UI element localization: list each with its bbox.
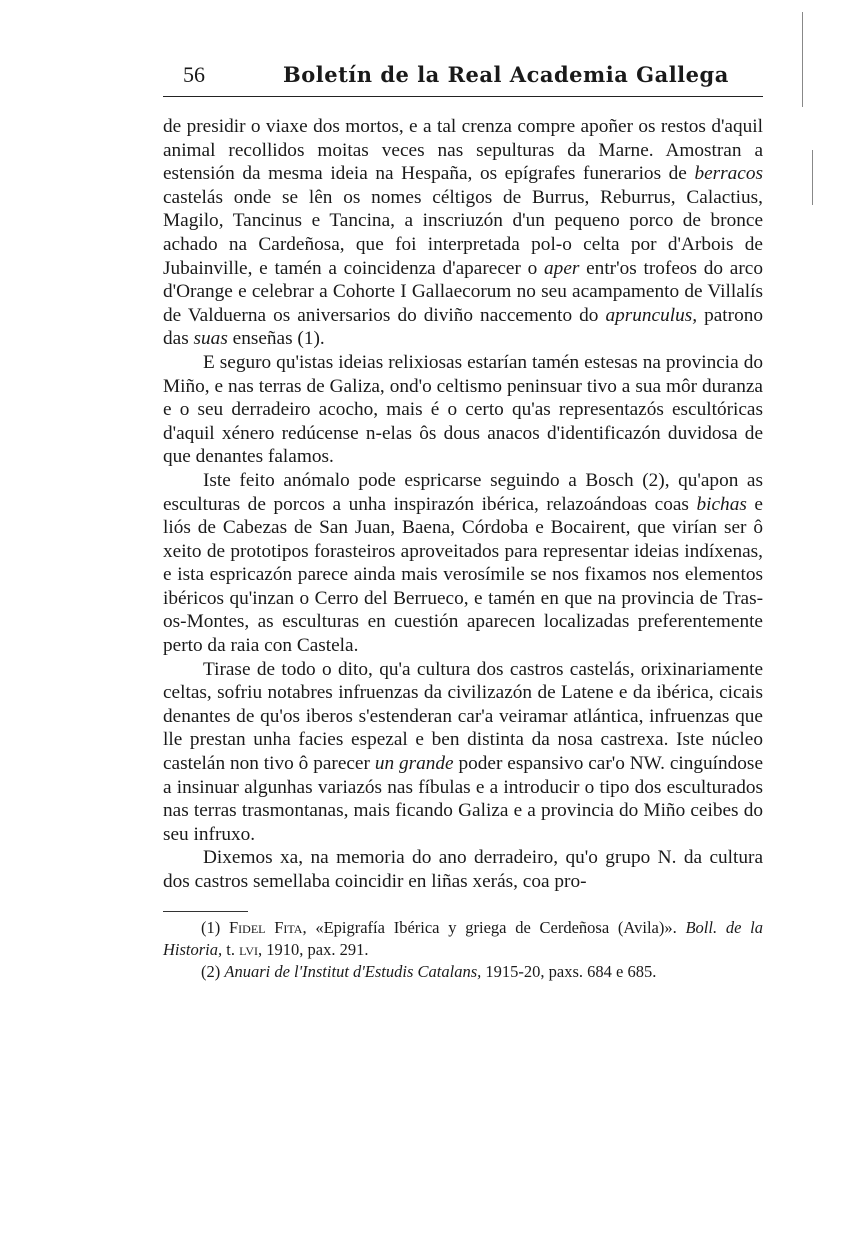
- running-head: [163, 62, 763, 97]
- small-caps-text: Fidel Fita: [229, 917, 303, 937]
- footnote-rule: [163, 911, 248, 912]
- text-run: de presidir o viaxe dos mortos, e a tal crenza compre apoñer os restos d'aquil animal recollidos moitas veces nas sepulturas da Marne. Amostran a estensión da mesma ideia na Hespaña, os epígrafes funerarios de: [163, 116, 763, 185]
- text-run: Dixemos xa, na memoria do ano derradeiro, qu'o grupo N. da cultura dos castros semellaba coincidir en liñas xerás, coa pro-: [163, 847, 763, 892]
- text-run: poder espansivo car'o NW. cinguíndose a insinuar algunhas variazós nas fíbulas e a introducir o tipo dos esculturados nas terras trasmontanas, mais ficando Galiza e a provincia do Miño ceibes do seu infruxo.: [163, 753, 763, 845]
- text-run: patrono das: [163, 304, 764, 350]
- italic-text: un grande: [374, 753, 454, 775]
- text-run: E seguro qu'istas ideias relixiosas estarían tamén estesas na provincia do Miño, e nas terras de Galiza, ond'o celtismo peninsuar tivo a sua môr duranza e o seu derradeiro acocho, mais é o certo qu'as representazós escultóricas d'aquil xénero redúcense n-elas ôs dous anacos d'identificazón duvidosa de que denantes falamos.: [163, 351, 763, 468]
- margin-mark: [802, 12, 803, 107]
- text-run: , 1910, pax. 291.: [258, 939, 369, 959]
- text-run: (2): [201, 961, 225, 981]
- text-run: entr'os trofeos do arco d'Orange e celebrar a Cohorte I Gallaecorum no seu acampamento de Villalís de Valduerna os aniversarios do diviño naccemento do: [163, 257, 763, 326]
- paragraph: [163, 469, 763, 658]
- text-run: 1915-20, paxs. 684 e 685.: [481, 961, 657, 981]
- italic-text: Anuari de l'Institut d'Estudis Catalans,: [224, 961, 482, 981]
- journal-title: Boletín de la Real Academia Gallega: [283, 62, 729, 87]
- italic-text: aprunculus,: [605, 304, 698, 326]
- paragraph: [163, 351, 763, 469]
- body-text: [163, 115, 763, 894]
- text-run: t.: [222, 939, 240, 959]
- paragraph: [163, 658, 763, 847]
- paragraph: [163, 846, 763, 893]
- italic-text: bichas: [696, 493, 747, 515]
- italic-text: suas: [193, 328, 228, 350]
- small-caps-text: lvi: [239, 939, 258, 959]
- footnote: [163, 917, 763, 961]
- italic-text: Boll. de la Historia,: [163, 917, 763, 959]
- paragraph: [163, 115, 763, 351]
- text-run: Iste feito anómalo pode espricarse seguindo a Bosch (2), qu'apon as esculturas de porcos a unha inspirazón ibérica, relazoándoas coas: [163, 469, 763, 515]
- page-number: 56: [183, 62, 205, 87]
- text-run: enseñas (1).: [227, 328, 325, 350]
- book-page: [163, 62, 763, 983]
- footnote: [163, 961, 763, 983]
- footnotes: [163, 917, 763, 983]
- text-run: Tirase de todo o dito, qu'a cultura dos castros castelás, orixinariamente celtas, sofriu notabres infruenzas da civilizazón de Latene e da ibérica, cicais denantes de qu'os iberos s'estenderan car'a veiramar atlántica, infruenzas que lle prestan unha facies espezal e ben distinta da nosa castrexa. Iste núcleo castelán non tivo ô parecer: [163, 658, 763, 775]
- text-run: castelás onde se lên os nomes céltigos de Burrus, Reburrus, Calactius, Magilo, Tancinus e Tancina, a inscriuzón d'un pequeno porco de bronce achado na Cardeñosa, que foi interpretada pol-o celta por d'Arbois de Jubainville, e tamén a coincidenza d'aparecer o: [163, 186, 763, 279]
- text-run: e liós de Cabezas de San Juan, Baena, Córdoba e Bocairent, que virían ser ô xeito de prototipos forasteiros aproveitados para representar ideias indíxenas, e ista espricazón parece ainda mais verosímile se nos fixamos nos elementos ibéricos qu'inzan o Cerro del Berrueco, e tamén en que na provincia de Tras-os-Montes, as esculturas en cuestión aparecen localizadas preferentemente perto da raia con Castela.: [163, 493, 763, 657]
- text-run: , «Epigrafía Ibérica y griega de Cerdeñosa (Avila)».: [302, 917, 686, 937]
- text-run: (1): [201, 917, 229, 937]
- margin-mark: [812, 150, 813, 205]
- italic-text: berracos: [694, 163, 763, 185]
- italic-text: aper: [544, 257, 580, 279]
